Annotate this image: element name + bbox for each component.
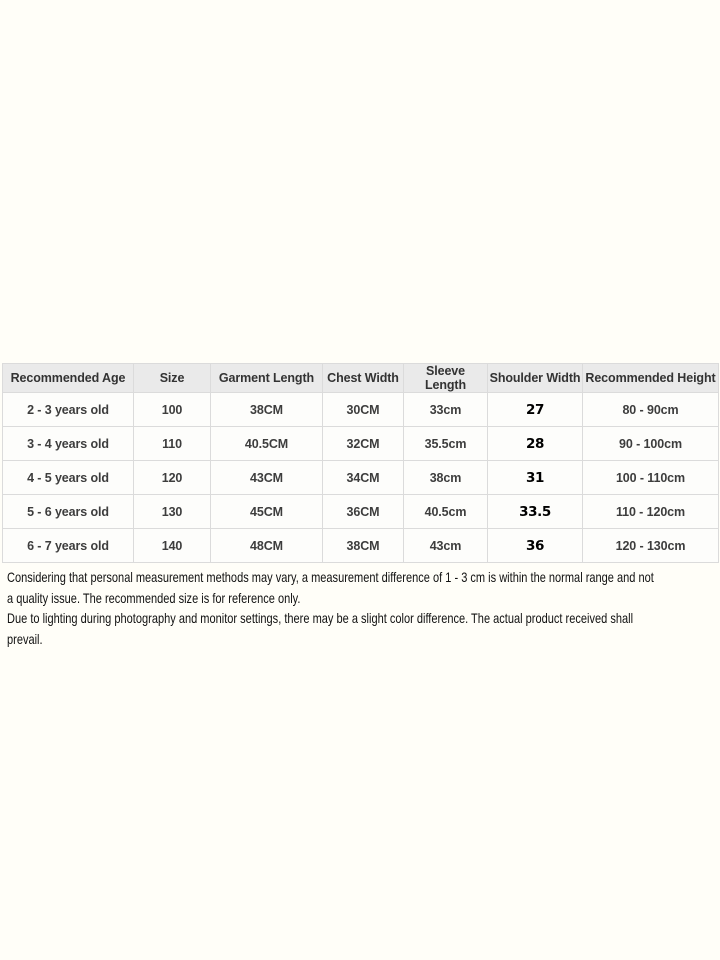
- cell-sleeve-length: 33cm: [404, 393, 488, 427]
- disclaimer-line: Due to lighting during photography and monitor settings, there may be a slight color difference. The actual product received shall: [7, 611, 634, 626]
- cell-chest-width: 32CM: [323, 427, 404, 461]
- cell-garment-length: 45CM: [211, 495, 323, 529]
- cell-garment-length: 38CM: [211, 393, 323, 427]
- size-chart-table: [2, 363, 719, 563]
- cell-sleeve-length: 43cm: [404, 529, 488, 563]
- cell-garment-length: 40.5CM: [211, 427, 323, 461]
- cell-shoulder-width: 27: [488, 393, 583, 427]
- table-row: [3, 461, 719, 495]
- disclaimer-text: [7, 568, 720, 650]
- table-row: [3, 495, 719, 529]
- cell-recommended-height: 100 - 110cm: [583, 461, 719, 495]
- cell-garment-length: 48CM: [211, 529, 323, 563]
- cell-recommended-height: 120 - 130cm: [583, 529, 719, 563]
- column-header-garment-length: Garment Length: [211, 364, 323, 393]
- cell-recommended-height: 90 - 100cm: [583, 427, 719, 461]
- cell-sleeve-length: 35.5cm: [404, 427, 488, 461]
- column-header-size: Size: [134, 364, 211, 393]
- cell-recommended-age: 6 - 7 years old: [3, 529, 134, 563]
- table-row: [3, 529, 719, 563]
- cell-recommended-age: 3 - 4 years old: [3, 427, 134, 461]
- column-header-recommended-age: Recommended Age: [3, 364, 134, 393]
- cell-chest-width: 38CM: [323, 529, 404, 563]
- cell-recommended-age: 5 - 6 years old: [3, 495, 134, 529]
- column-header-sleeve-length: Sleeve Length: [404, 364, 488, 393]
- cell-shoulder-width: 31: [488, 461, 583, 495]
- cell-shoulder-width: 36: [488, 529, 583, 563]
- cell-size: 130: [134, 495, 211, 529]
- cell-shoulder-width: 28: [488, 427, 583, 461]
- cell-size: 100: [134, 393, 211, 427]
- cell-size: 120: [134, 461, 211, 495]
- cell-recommended-age: 2 - 3 years old: [3, 393, 134, 427]
- disclaimer-line: prevail.: [7, 631, 43, 647]
- cell-recommended-height: 80 - 90cm: [583, 393, 719, 427]
- column-header-recommended-height: Recommended Height: [583, 364, 719, 393]
- table-header-row: [3, 364, 719, 393]
- cell-garment-length: 43CM: [211, 461, 323, 495]
- disclaimer-line: a quality issue. The recommended size is for reference only.: [7, 590, 301, 606]
- cell-sleeve-length: 40.5cm: [404, 495, 488, 529]
- cell-recommended-age: 4 - 5 years old: [3, 461, 134, 495]
- column-header-shoulder-width: Shoulder Width: [488, 364, 583, 393]
- cell-size: 140: [134, 529, 211, 563]
- table-row: [3, 427, 719, 461]
- cell-recommended-height: 110 - 120cm: [583, 495, 719, 529]
- cell-size: 110: [134, 427, 211, 461]
- column-header-chest-width: Chest Width: [323, 364, 404, 393]
- disclaimer-line: Considering that personal measurement methods may vary, a measurement difference of 1 - 3 cm is within the normal range and not: [7, 570, 654, 585]
- cell-sleeve-length: 38cm: [404, 461, 488, 495]
- cell-chest-width: 36CM: [323, 495, 404, 529]
- cell-chest-width: 30CM: [323, 393, 404, 427]
- cell-chest-width: 34CM: [323, 461, 404, 495]
- table-row: [3, 393, 719, 427]
- cell-shoulder-width: 33.5: [488, 495, 583, 529]
